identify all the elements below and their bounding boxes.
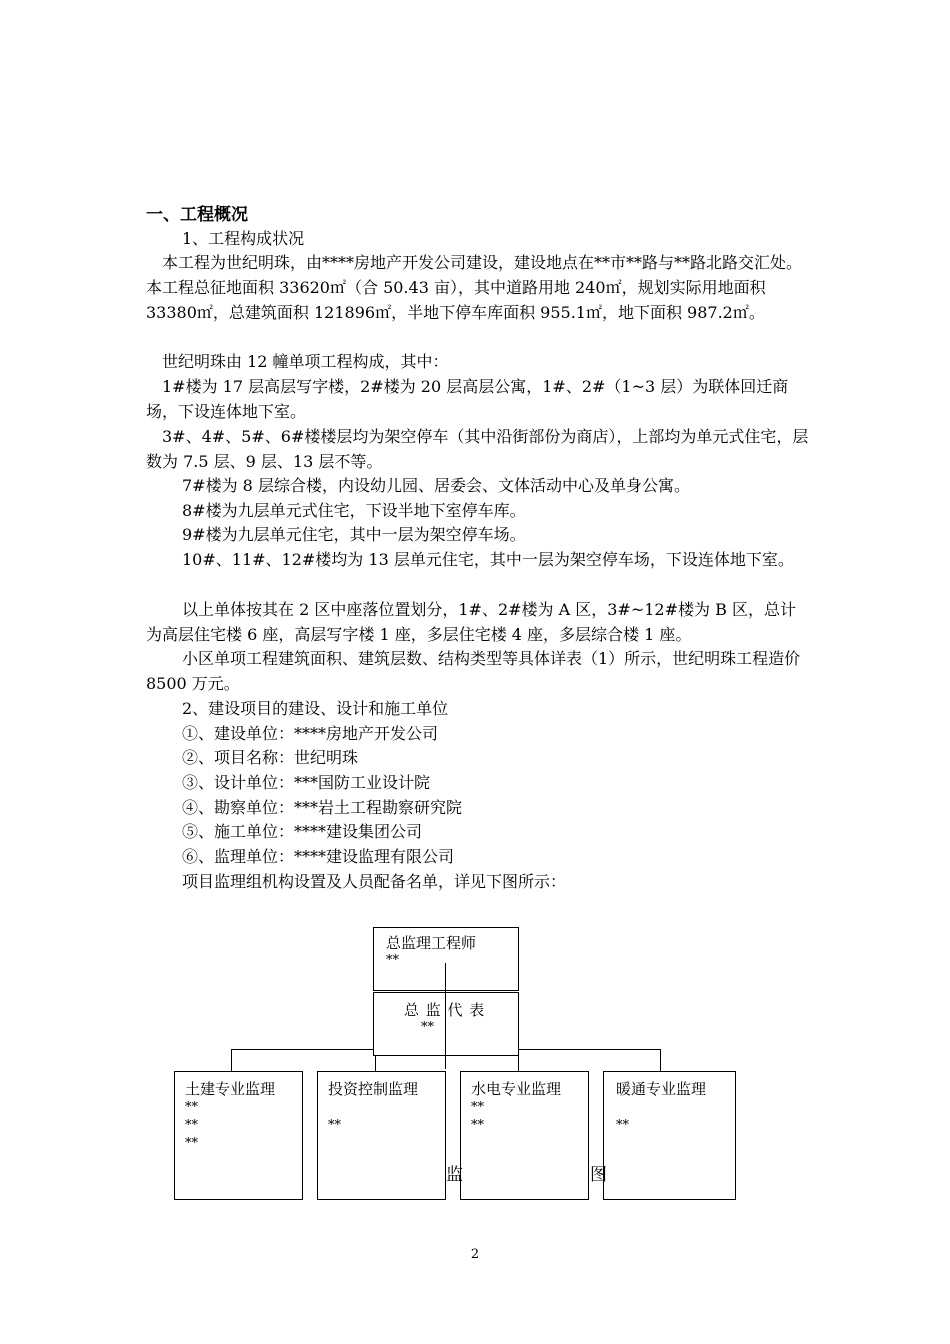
unit-item: ④、勘察单位：***岩土工程勘察研究院 (182, 798, 463, 817)
building-7-paragraph: 7#楼为 8 层综合楼，内设幼儿园、居委会、文体活动中心及单身公寓。 (182, 476, 690, 495)
intro-paragraph: 本工程为世纪明珠，由****房地产开发公司建设，建设地点在**市**路与**路北路交汇处。本工程总征地面积 33620㎡（合 50.43 亩），其中道路用地 240㎡，规划实际用地面积 33380㎡，总建筑面积 121896㎡，半地下停车库面积 955.1㎡，地下面积 987.2㎡。 (146, 253, 803, 322)
dept-title: 投资控制监理 (328, 1080, 419, 1098)
dept-staff: ** (185, 1100, 198, 1115)
dept-box-hvac (603, 1071, 736, 1200)
dept-box-cost (317, 1071, 446, 1200)
dept-box-electrical (460, 1071, 589, 1200)
unit-item: ③、设计单位：***国防工业设计院 (182, 773, 431, 792)
unit-item: ②、项目名称：世纪明珠 (182, 748, 359, 767)
detail-paragraph: 小区单项工程建筑面积、建筑层数、结构类型等具体详表（1）所示，世纪明珠工程造价 8500 万元。 (146, 649, 801, 693)
subsection-title-2: 2、建设项目的建设、设计和施工单位 (182, 699, 449, 718)
building-1-paragraph: 1#楼为 17 层高层写字楼，2#楼为 20 层高层公寓，1#、2#（1~3 层）为联体回迁商场，下设连体地下室。 (146, 377, 789, 421)
chief-staff: ** (386, 953, 399, 968)
section-heading: 一、工程概况 (146, 205, 248, 225)
zones-paragraph: 以上单体按其在 2 区中座落位置划分，1#、2#楼为 A 区，3#~12#楼为 B 区，总计为高层住宅楼 6 座，高层写字楼 1 座，多层住宅楼 4 座，多层综合楼 1 座。 (146, 600, 796, 644)
subsection-title-1: 1、工程构成状况 (182, 229, 305, 248)
chief-supervisor-box (373, 927, 519, 991)
dept-title: 暖通专业监理 (616, 1080, 707, 1098)
dept-staff: ** (471, 1100, 484, 1115)
caption-fragment: 图 (590, 1165, 607, 1185)
deputy-supervisor-box (373, 992, 519, 1056)
dept-title: 土建专业监理 (185, 1080, 276, 1098)
org-chart-intro: 项目监理组机构设置及人员配备名单，详见下图所示： (182, 872, 567, 891)
building-9-paragraph: 9#楼为九层单元住宅，其中一层为架空停车场。 (182, 525, 526, 544)
connector-drop-1 (231, 1049, 232, 1071)
chief-title: 总监理工程师 (386, 934, 477, 952)
composition-paragraph: 世纪明珠由 12 幢单项工程构成，其中： (162, 352, 449, 371)
connector-drop-4 (660, 1049, 661, 1071)
page-number: 2 (470, 1247, 480, 1262)
dept-box-civil (174, 1071, 303, 1200)
deputy-title: 总 监 代 表 (404, 1001, 486, 1019)
building-3-paragraph: 3#、4#、5#、6#楼楼层均为架空停车（其中沿街部份为商店），上部均为单元式住宅，层数为 7.5 层、9 层、13 层不等。 (146, 427, 809, 471)
building-8-paragraph: 8#楼为九层单元式住宅，下设半地下室停车库。 (182, 501, 526, 520)
unit-item: ⑤、施工单位：****建设集团公司 (182, 822, 423, 841)
unit-item: ①、建设单位：****房地产开发公司 (182, 724, 439, 743)
dept-staff: ** (328, 1118, 341, 1133)
deputy-staff: ** (421, 1020, 434, 1035)
building-10-paragraph: 10#、11#、12#楼均为 13 层单元住宅，其中一层为架空停车场，下设连体地下室。 (182, 550, 794, 569)
caption-fragment: 监 (446, 1165, 463, 1185)
dept-title: 水电专业监理 (471, 1080, 562, 1098)
dept-staff: ** (185, 1118, 198, 1133)
dept-staff: ** (185, 1136, 198, 1151)
dept-staff: ** (471, 1118, 484, 1133)
connector-vertical-main (445, 963, 446, 1069)
unit-item: ⑥、监理单位：****建设监理有限公司 (182, 847, 455, 866)
dept-staff: ** (616, 1118, 629, 1133)
